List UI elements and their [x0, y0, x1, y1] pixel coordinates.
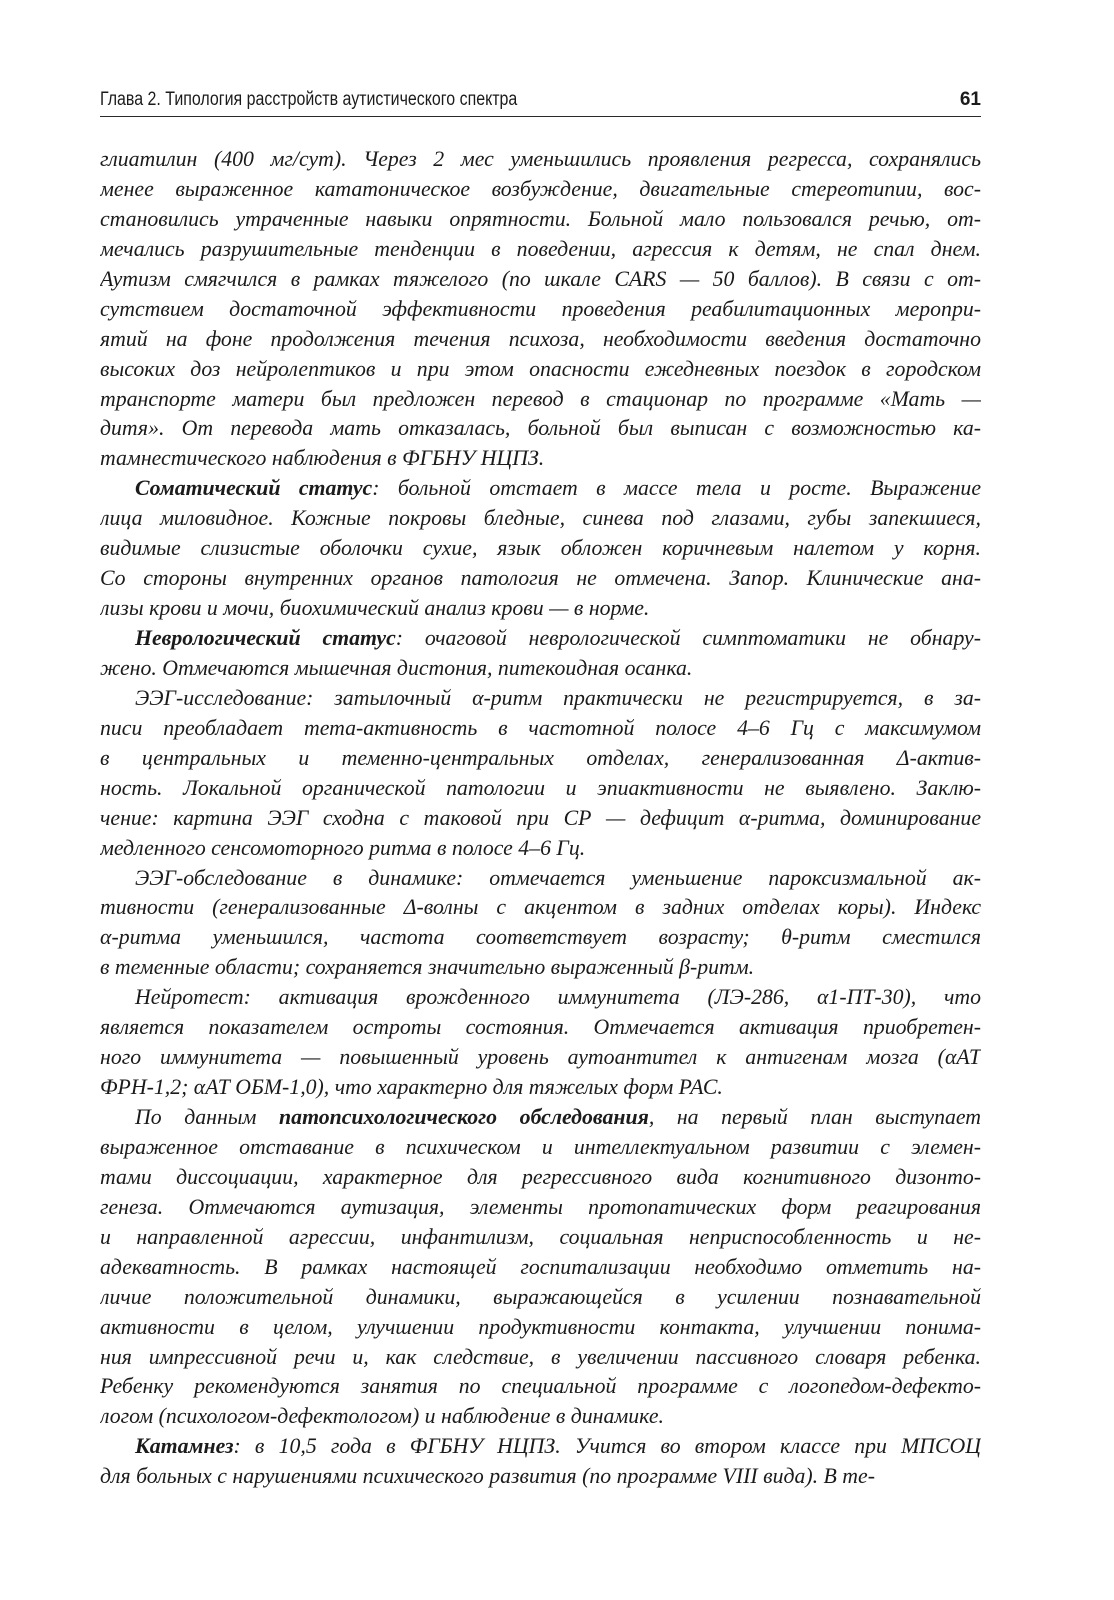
paragraph: [100, 864, 981, 984]
text-line: становились утраченные навыки опрятности. Больной мало пользовался речью, от-: [100, 206, 981, 231]
text-line: генеза. Отмечаются аутизация, элементы протопатических форм реагирования: [100, 1194, 981, 1219]
text-line: видимые слизистые оболочки сухие, язык обложен коричневым налетом у корня.: [100, 536, 981, 561]
text-line: дитя». От перевода мать отказалась, больной был выписан с возможностью ка-: [100, 416, 981, 441]
text-line: Аутизм смягчился в рамках тяжелого (по шкале CARS — 50 баллов). В связи с от-: [100, 266, 981, 291]
paragraph: [100, 624, 981, 684]
text-line: ность. Локальной органической патологии и эпиактивности не выявлено. Заклю-: [100, 775, 981, 800]
text-line: тамнестического наблюдения в ФГБНУ НЦПЗ.: [100, 446, 545, 471]
text-line: ния импрессивной речи и, как следствие, в увеличении пассивного словаря ребенка.: [100, 1344, 981, 1369]
text-line: Неврологический статус: очаговой неврологической симптоматики не обнару-: [135, 626, 981, 650]
text-line: ЭЭГ-обследование в динамике: отмечается уменьшение пароксизмальной ак-: [135, 865, 981, 890]
paragraph: [100, 145, 981, 474]
paragraph: [100, 474, 981, 624]
text-line: логом (психологом-дефектологом) и наблюдение в динамике.: [100, 1404, 664, 1429]
text-line: адекватность. В рамках настоящей госпитализации необходимо отметить на-: [100, 1254, 981, 1279]
paragraph: [100, 684, 981, 864]
text-line: чение: картина ЭЭГ сходна с таковой при СР — дефицит α-ритма, доминирование: [100, 805, 981, 830]
text-line: в теменные области; сохраняется значительно выраженный β-ритм.: [100, 955, 755, 980]
text-line: глиатилин (400 мг/сут). Через 2 мес уменьшились проявления регресса, сохранялись: [100, 147, 981, 171]
text-line: ЭЭГ-исследование: затылочный α-ритм практически не регистрируется, в за-: [135, 685, 981, 710]
text-line: в центральных и теменно-центральных отделах, генерализованная Δ-актив-: [100, 745, 981, 770]
text-line: сутствием достаточной эффективности проведения реабилитационных меропри-: [100, 296, 981, 321]
text-line: Катамнез: в 10,5 года в ФГБНУ НЦПЗ. Учится во втором классе при МПСОЦ: [135, 1434, 981, 1459]
text-line: транспорте матери был предложен перевод в стационар по программе «Мать —: [100, 386, 981, 411]
paragraph: [100, 1432, 981, 1492]
page-number: 61: [959, 89, 981, 110]
body-text: [100, 145, 981, 1492]
running-head: Глава 2. Типология расстройств аутистического спектра: [100, 89, 518, 110]
text-line: лица миловидное. Кожные покровы бледные, синева под глазами, губы запекшиеся,: [100, 506, 981, 531]
text-line: α-ритма уменьшился, частота соответствует возрасту; θ-ритм сместился: [100, 925, 981, 950]
text-line: жено. Отмечаются мышечная дистония, питекоидная осанка.: [100, 655, 693, 680]
page-header: [100, 86, 981, 117]
run-in-heading: Неврологический статус: [135, 626, 396, 650]
emphasis: патопсихологического обследования: [279, 1105, 649, 1129]
text-line: тами диссоциации, характерное для регрессивного вида когнитивного дизонто-: [100, 1164, 981, 1189]
text-line: ФРН-1,2; αАТ ОБМ-1,0), что характерно для тяжелых форм РАС.: [100, 1075, 723, 1100]
text-line: лизы крови и мочи, биохимический анализ крови — в норме.: [100, 596, 650, 621]
text-line: мечались разрушительные тенденции в поведении, агрессия к детям, не спал днем.: [100, 236, 981, 261]
text-line: активности в целом, улучшении продуктивности контакта, улучшении понима-: [100, 1314, 981, 1339]
paragraph: [100, 983, 981, 1103]
text-line: медленного сенсомоторного ритма в полосе 4–6 Гц.: [100, 835, 586, 860]
text-line: Нейротест: активация врожденного иммунитета (ЛЭ-286, α1-ПТ-30), что: [135, 985, 981, 1010]
text-line: Со стороны внутренних органов патология не отмечена. Запор. Клинические ана-: [100, 566, 981, 591]
run-in-heading: Соматический статус: [135, 476, 373, 501]
text-line: высоких доз нейролептиков и при этом опасности ежедневных поездок в городском: [100, 356, 981, 381]
text-line: тивности (генерализованные Δ-волны с акцентом в задних отделах коры). Индекс: [100, 895, 981, 920]
text-line: личие положительной динамики, выражающейся в усилении познавательной: [100, 1284, 981, 1309]
text-line: По данным патопсихологического обследования, на первый план выступает: [135, 1105, 981, 1129]
text-line: менее выраженное кататоническое возбуждение, двигательные стереотипии, вос-: [100, 176, 981, 201]
text-line: и направленной агрессии, инфантилизм, социальная неприспособленность и не-: [100, 1224, 981, 1249]
text-line: ного иммунитета — повышенный уровень аутоантител к антигенам мозга (αАТ: [100, 1045, 981, 1070]
text-line: является показателем остроты состояния. Отмечается активация приобретен-: [100, 1015, 981, 1040]
text-line: выраженное отставание в психическом и интеллектуальном развитии с элемен-: [100, 1134, 981, 1159]
text-line: Ребенку рекомендуются занятия по специальной программе с логопедом-дефекто-: [100, 1374, 981, 1399]
text-line: для больных с нарушениями психического развития (по программе VIII вида). В те-: [100, 1464, 875, 1489]
run-in-heading: Катамнез: [135, 1434, 234, 1459]
text-line: Соматический статус: больной отстает в массе тела и росте. Выражение: [135, 476, 981, 501]
text-line: ятий на фоне продолжения течения психоза, необходимости введения достаточно: [100, 326, 981, 351]
paragraph: [100, 1103, 981, 1432]
text-line: писи преобладает тета-активность в частотной полосе 4–6 Гц с максимумом: [100, 715, 981, 740]
